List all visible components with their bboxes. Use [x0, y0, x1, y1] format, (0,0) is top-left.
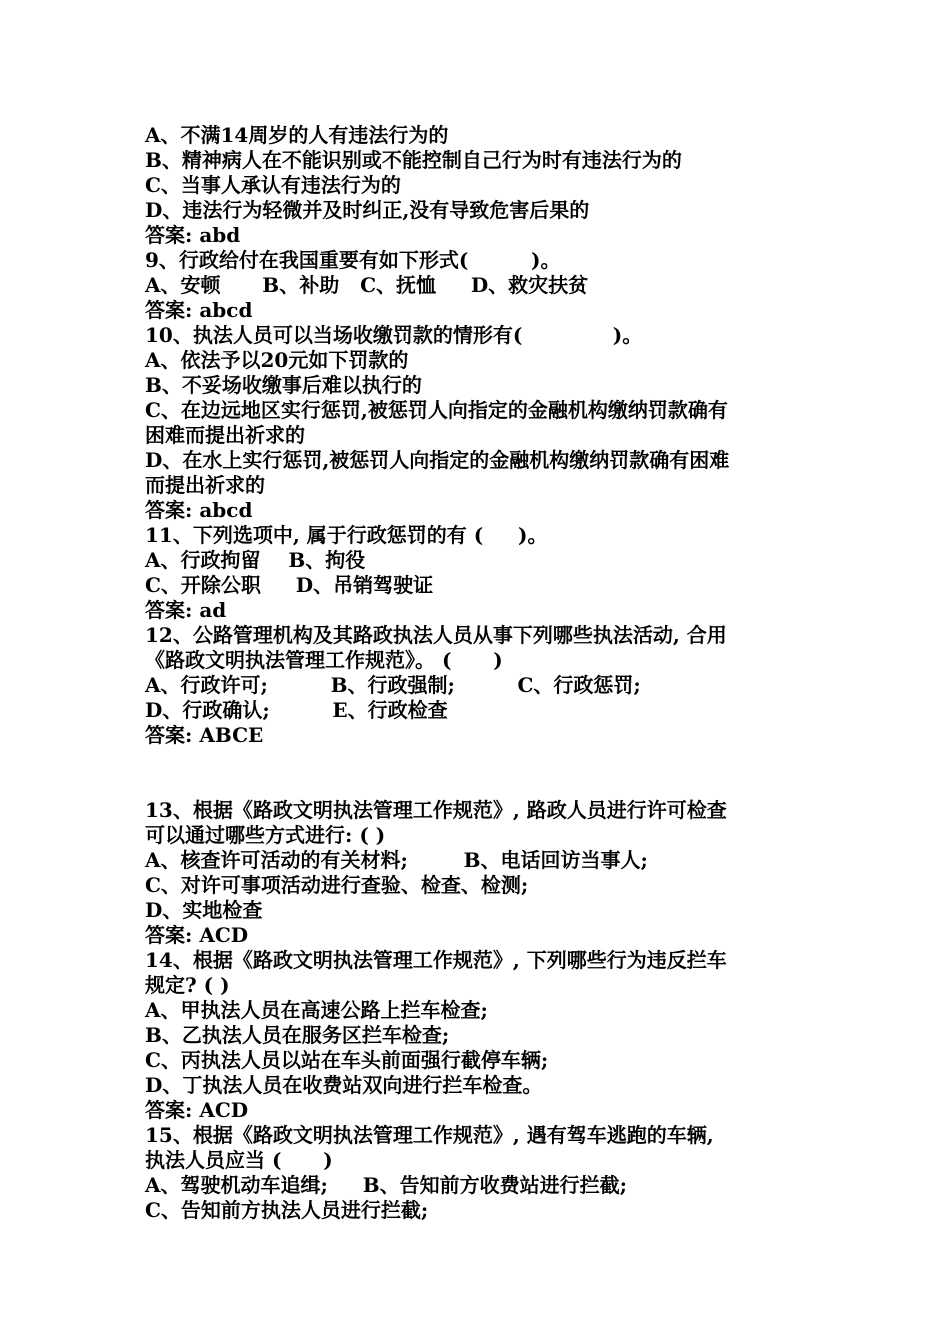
question-12-cont: 《路政文明执法管理工作规范》。 ( ) [145, 648, 503, 672]
option-d-q13: D、实地检查 [145, 898, 263, 922]
options-ab-q13: A、核查许可活动的有关材料; B、电话回访当事人; [145, 848, 648, 872]
option-d-q10-cont: 而提出祈求的 [145, 473, 265, 497]
answer-q10: 答案: abcd [145, 498, 253, 522]
answer-q9: 答案: abcd [145, 298, 253, 322]
question-12: 12、公路管理机构及其路政执法人员从事下列哪些执法活动, 合用 [145, 623, 727, 647]
question-15-cont: 执法人员应当 ( ) [145, 1148, 333, 1172]
option-d-q8: D、违法行为轻微并及时纠正,没有导致危害后果的 [145, 198, 590, 222]
options-ab-q11: A、行政拘留 B、拘役 [145, 548, 366, 572]
option-b-q14: B、乙执法人员在服务区拦车检查; [145, 1023, 450, 1047]
option-d-q10: D、在水上实行惩罚,被惩罚人向指定的金融机构缴纳罚款确有困难 [145, 448, 730, 472]
question-11: 11、下列选项中, 属于行政惩罚的有 ( )。 [145, 523, 548, 547]
section-before-gap [145, 123, 825, 748]
answer-q12: 答案: ABCE [145, 723, 264, 747]
answer-q13: 答案: ACD [145, 923, 249, 947]
option-c-q10-cont: 困难而提出祈求的 [145, 423, 305, 447]
option-a-q14: A、甲执法人员在高速公路上拦车检查; [145, 998, 488, 1022]
answer-q14: 答案: ACD [145, 1098, 249, 1122]
option-b-q10: B、不妥场收缴事后难以执行的 [145, 373, 422, 397]
option-c-q15: C、告知前方执法人员进行拦截; [145, 1198, 429, 1222]
question-14-cont: 规定? ( ) [145, 973, 230, 997]
option-b-q8: B、精神病人在不能识别或不能控制自己行为时有违法行为的 [145, 148, 682, 172]
options-cd-q11: C、开除公职 D、吊销驾驶证 [145, 573, 434, 597]
question-13: 13、根据《路政文明执法管理工作规范》, 路政人员进行许可检查 [145, 798, 727, 822]
option-c-q13: C、对许可事项活动进行查验、检查、检测; [145, 873, 529, 897]
question-15: 15、根据《路政文明执法管理工作规范》, 遇有驾车逃跑的车辆, [145, 1123, 714, 1147]
question-13-cont: 可以通过哪些方式进行: ( ) [145, 823, 386, 847]
option-c-q10: C、在边远地区实行惩罚,被惩罚人向指定的金融机构缴纳罚款确有 [145, 398, 728, 422]
option-d-q14: D、丁执法人员在收费站双向进行拦车检查。 [145, 1073, 543, 1097]
answer-q8: 答案: abd [145, 223, 241, 247]
options-abc-q12: A、行政许可; B、行政强制; C、行政惩罚; [145, 673, 641, 697]
document-body [145, 123, 825, 1223]
option-c-q14: C、丙执法人员以站在车头前面强行截停车辆; [145, 1048, 549, 1072]
options-ab-q15: A、驾驶机动车追缉; B、告知前方收费站进行拦截; [145, 1173, 628, 1197]
section-after-gap [145, 798, 825, 1223]
question-10: 10、执法人员可以当场收缴罚款的情形有( )。 [145, 323, 643, 347]
options-q9: A、安顿 B、补助 C、抚恤 D、救灾扶贫 [145, 273, 589, 297]
question-9: 9、行政给付在我国重要有如下形式( )。 [145, 248, 561, 272]
answer-q11: 答案: ad [145, 598, 227, 622]
option-c-q8: C、当事人承认有违法行为的 [145, 173, 401, 197]
blank-gap [145, 748, 825, 798]
option-a-q8: A、不满14周岁的人有违法行为的 [145, 123, 449, 147]
option-a-q10: A、依法予以20元如下罚款的 [145, 348, 409, 372]
options-de-q12: D、行政确认; E、行政检查 [145, 698, 448, 722]
question-14: 14、根据《路政文明执法管理工作规范》, 下列哪些行为违反拦车 [145, 948, 727, 972]
